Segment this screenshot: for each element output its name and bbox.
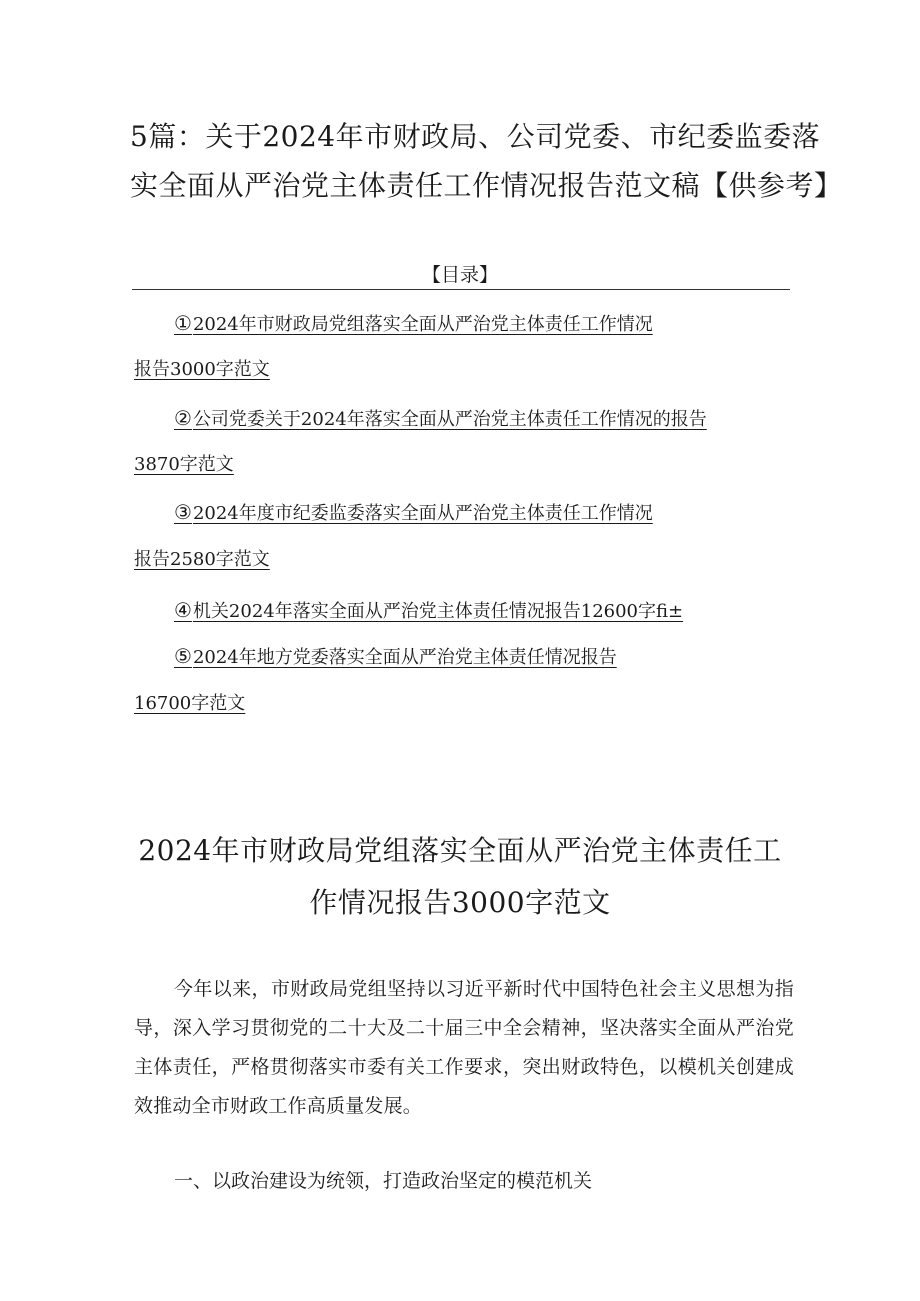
toc-item-5-line-1[interactable] bbox=[174, 643, 617, 671]
document-title bbox=[130, 112, 843, 210]
toc-item-5-number: ⑤ bbox=[174, 644, 192, 668]
section-subheading: 一、以政治建设为统领，打造政治坚定的模范机关 bbox=[174, 1170, 593, 1192]
toc-item-4-number: ④ bbox=[174, 598, 192, 622]
section-title-line-2: 作情况报告3000字范文 bbox=[309, 886, 611, 919]
toc-item-2-line-1[interactable] bbox=[174, 405, 707, 433]
toc-item-1-text: 2024年市财政局党组落实全面从严治党主体责任工作情况 bbox=[192, 314, 653, 335]
toc-heading: 【目录】 bbox=[421, 264, 498, 286]
toc-item-2-line-2[interactable]: 3870字范文 bbox=[134, 454, 234, 475]
toc-item-5-line-2[interactable]: 16700字范文 bbox=[134, 693, 246, 714]
toc-item-4-text: 机关2024年落实全面从严治党主体责任情况报告12600字fi± bbox=[192, 601, 684, 622]
intro-paragraph: 今年以来，市财政局党组坚持以习近平新时代中国特色社会主义思想为指导，深入学习贯彻党的二十大及二十届三中全会精神，坚决落实全面从严治党主体责任，严格贯彻落实市委有关工作要求，突出财政特色，以模机关创建成效推动全市财政工作高质量发展。 bbox=[134, 978, 794, 1117]
toc-item-5-text: 2024年地方党委落实全面从严治党主体责任情况报告 bbox=[192, 647, 617, 668]
section-title-line-1: 2024年市财政局党组落实全面从严治党主体责任工 bbox=[138, 834, 782, 867]
toc-item-2-text: 公司党委关于2024年落实全面从严治党主体责任工作情况的报告 bbox=[192, 409, 707, 430]
toc-item-3-line-2[interactable]: 报告2580字范文 bbox=[134, 549, 270, 570]
toc-item-4-line-1[interactable] bbox=[174, 597, 683, 625]
toc-item-1-line-1[interactable] bbox=[174, 310, 653, 338]
document-title-line-1: 5篇：关于2024年市财政局、公司党委、市纪委监委落 bbox=[130, 120, 821, 153]
toc-item-2-number: ② bbox=[174, 406, 192, 430]
toc-item-3-line-1[interactable] bbox=[174, 499, 653, 527]
toc-item-3-number: ③ bbox=[174, 500, 192, 524]
document-title-line-2: 实全面从严治党主体责任工作情况报告范文稿【供参考】 bbox=[130, 169, 843, 202]
toc-item-1-line-2[interactable]: 报告3000字范文 bbox=[134, 359, 270, 380]
toc-item-1-number: ① bbox=[174, 311, 192, 335]
section-title bbox=[0, 825, 920, 929]
toc-item-3-text: 2024年度市纪委监委落实全面从严治党主体责任工作情况 bbox=[192, 503, 653, 524]
toc-divider bbox=[132, 289, 790, 290]
